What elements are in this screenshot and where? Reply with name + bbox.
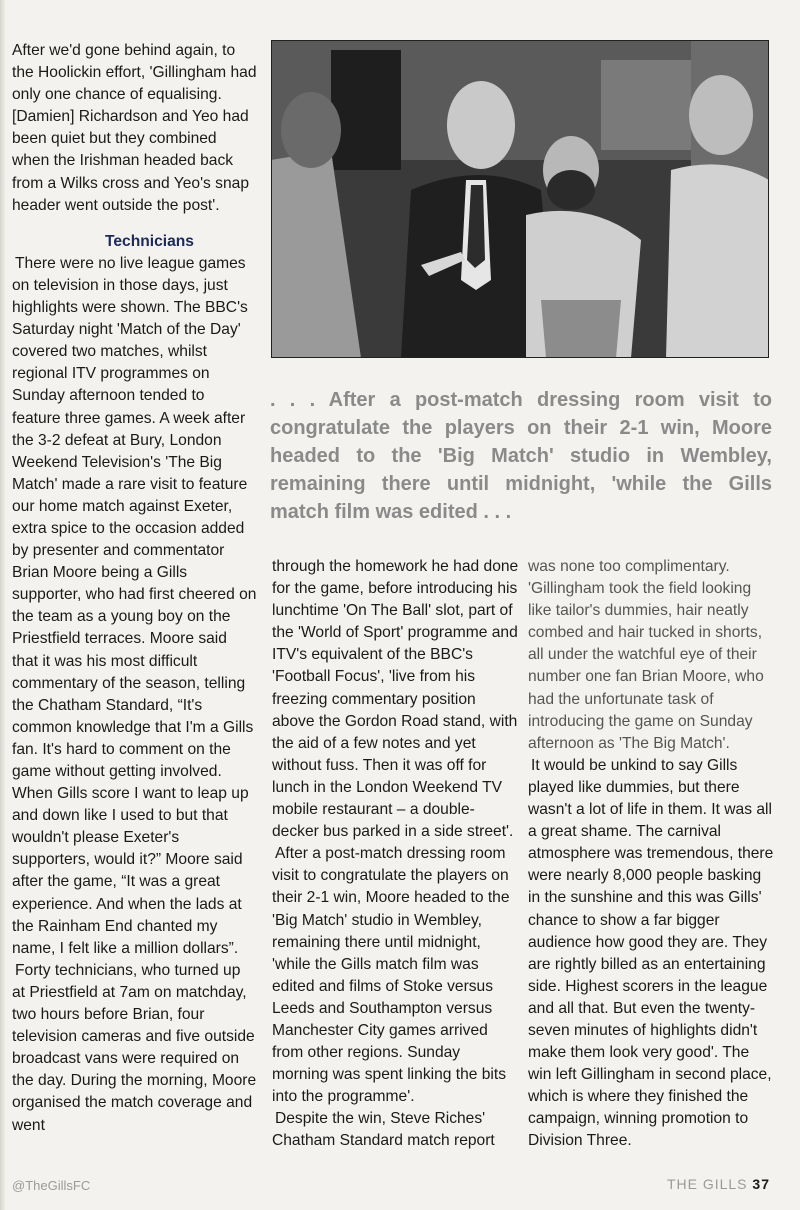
paragraph: Despite the win, Steve Riches' Chatham Standard match report xyxy=(272,1110,495,1150)
paragraph: was none too complimentary. 'Gillingham took the field looking like tailor's dummies, hair neatly combed and hair tucked in shorts, all under the watchful eye of their number one fan Brian Moore, who had the unfortunate task of introducing the game on Sunday afternoon as 'The Big Match'. xyxy=(528,558,764,752)
article-column-3 xyxy=(528,556,776,1153)
paragraph: After we'd gone behind again, to the Hoolickin effort, 'Gillingham had only one chance of equalising. [Damien] Richardson and Yeo had been quiet but they combined when the Irishman headed back from a Wilks cross and Yeo's snap header went outside the post'. xyxy=(12,42,257,214)
paragraph: After a post-match dressing room visit to congratulate the players on their 2-1 win, Moore headed to the 'Big Match' studio in Wembley, remaining there until midnight, 'while the Gills match film was edited and films of Stoke versus Leeds and Southampton versus Manchester City games arrived from other regions. Sunday morning was spent linking the bits into the programme'. xyxy=(272,845,510,1106)
twitter-handle: @TheGillsFC xyxy=(12,1178,91,1193)
paragraph: through the homework he had done for the game, before introducing his lunchtime 'On The Ball' slot, part of the 'World of Sport' programme and ITV's equivalent of the BBC's 'Football Focus', 'live from his freezing commentary position above the Gordon Road stand, with the aid of a few notes and yet without fuss. Then it was off for lunch in the London Weekend TV mobile restaurant – a double-decker bus parked in a side street'. xyxy=(272,558,519,841)
article-column-2 xyxy=(272,556,520,1153)
paragraph: Forty technicians, who turned up at Priestfield at 7am on matchday, two hours before Brian, four television cameras and five outside broadcast vans were required on the day. During the morning, Moore organised the match coverage and went xyxy=(12,961,257,1134)
photo-caption: . . . After a post-match dressing room visit to congratulate the players on their 2-1 win, Moore headed to the 'Big Match' studio in Wembley, remaining there until midnight, 'while the Gills match film was edited . . . xyxy=(270,389,772,523)
page-edge-shadow xyxy=(0,0,6,1210)
subheading-technicians: Technicians xyxy=(105,232,194,250)
page-footer xyxy=(667,1176,770,1192)
paragraph: There were no live league games on television in those days, just highlights were shown. The BBC's Saturday night 'Match of the Day' covered two matches, whilst regional ITV programmes on Sunday afternoon tended to feature three games. A week after the 3-2 defeat at Bury, London Weekend Television's 'The Big Match' made a rare visit to feature our home match against Exeter, extra spice to the occasion added by presenter and commentator Brian Moore being a Gills supporter, who had first cheered on the team as a young boy on the Priestfield terraces. Moore said that it was his most difficult commentary of the season, telling the Chatham Standard, “It's common knowledge that I'm a Gills fan. It's hard to comment on the game without getting involved. When Gills score I want to leap up and down like I used to but that wouldn't please Exeter's supporters, would it?” Moore said after the game, “It was a great experience. And when the lads at the Rainham End chanted my name, I felt like a million dollars”. xyxy=(12,254,257,957)
page-number: 37 xyxy=(752,1176,770,1192)
dressing-room-photo xyxy=(271,40,769,358)
magazine-name: THE GILLS xyxy=(666,1176,748,1192)
paragraph: It would be unkind to say Gills played like dummies, but there wasn't a lot of life in them. It was all a great shame. The carnival atmosphere was tremendous, there were nearly 8,000 people basking in the sunshine and this was Gills' chance to show a far bigger audience how good they are. They are rightly billed as an entertaining side. Highest scorers in the league and all that. But even the twenty-seven minutes of highlights didn't make them look very good'. The win left Gillingham in second place, which is where they finished the campaign, winning promotion to Division Three. xyxy=(528,756,774,1150)
article-column-1 xyxy=(12,40,257,1137)
